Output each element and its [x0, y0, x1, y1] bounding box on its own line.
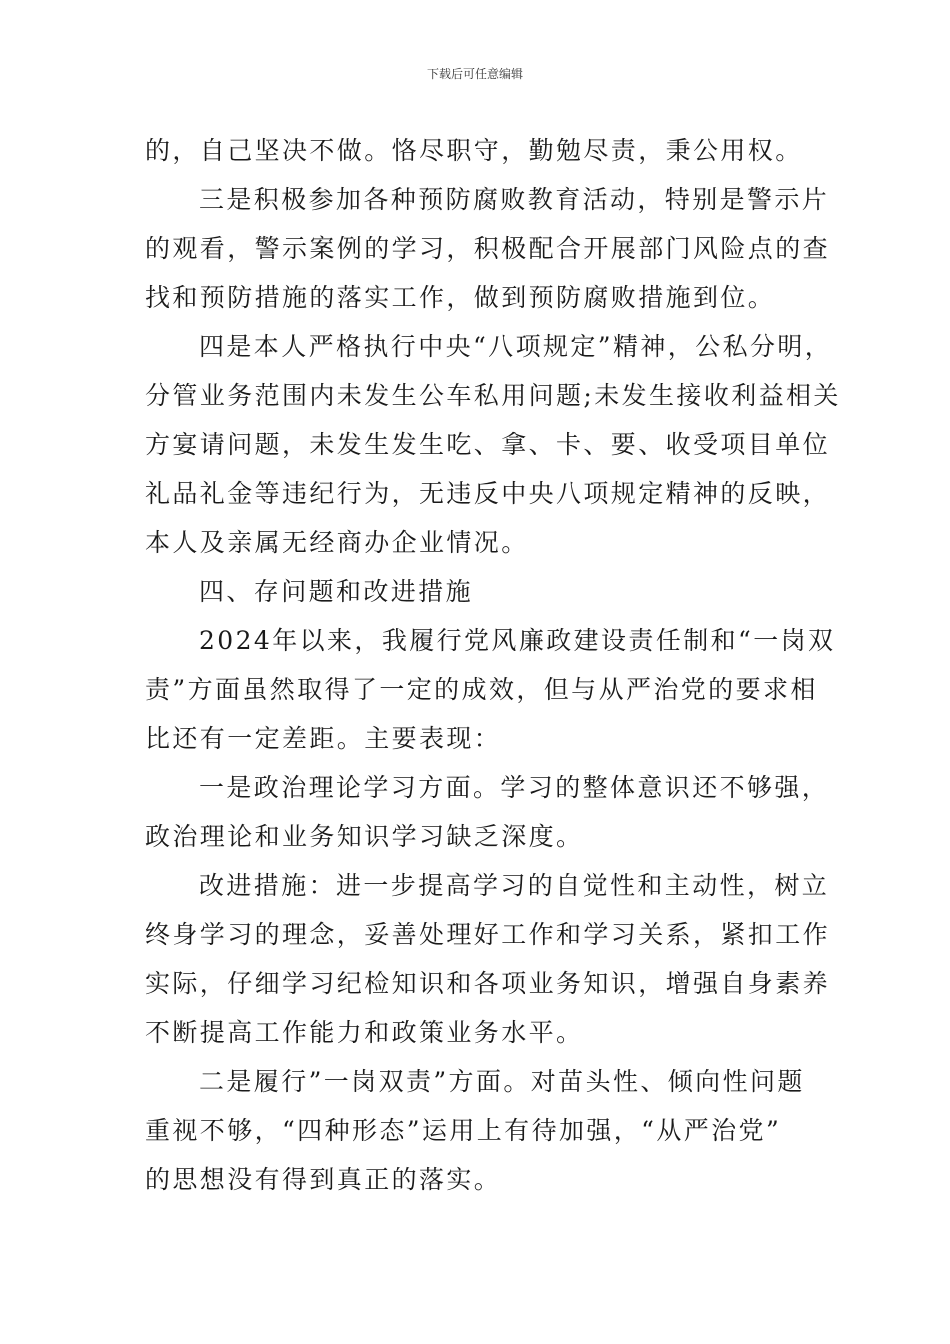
text-line: 责”方面虽然取得了一定的成效，但与从严治党的要求相: [145, 675, 818, 704]
text-line: 2024年以来，我履行党风廉政建设责任制和“一岗双: [199, 626, 836, 655]
text-line: 二是履行”一岗双责”方面。对苗头性、倾向性问题: [199, 1067, 805, 1096]
text-line: 实际，仔细学习纪检知识和各项业务知识，增强自身素养: [145, 969, 831, 998]
section-heading: [145, 567, 825, 616]
text-line: 的观看，警示案例的学习，积极配合开展部门风险点的查: [145, 234, 831, 263]
text-line: 方宴请问题，未发生发生吃、拿、卡、要、收受项目单位: [145, 430, 831, 459]
text-line: 分管业务范围内未发生公车私用问题;未发生接收利益相关: [145, 381, 841, 410]
text-line: 礼品礼金等违纪行为，无违反中央八项规定精神的反映，: [145, 479, 831, 508]
text-line: 的，自己坚决不做。恪尽职守，勤勉尽责，秉公用权。: [145, 136, 803, 165]
paragraph: [145, 126, 825, 175]
paragraph: [145, 175, 831, 322]
document-body: [145, 126, 841, 1204]
text-line: 三是积极参加各种预防腐败教育活动，特别是警示片: [199, 185, 830, 214]
text-line: 终身学习的理念，妥善处理好工作和学习关系，紧扣工作: [145, 920, 831, 949]
text-line: 一是政治理论学习方面。学习的整体意识还不够强，: [199, 773, 830, 802]
text-line: 的思想没有得到真正的落实。: [145, 1165, 502, 1194]
text-line: 不断提高工作能力和政策业务水平。: [145, 1018, 584, 1047]
paragraph: [145, 1057, 825, 1204]
text-line: 四、存问题和改进措施: [199, 577, 474, 606]
text-line: 找和预防措施的落实工作，做到预防腐败措施到位。: [145, 283, 776, 312]
text-line: 四是本人严格执行中央“八项规定”精神，公私分明，: [199, 332, 833, 361]
page-header-note: 下载后可任意编辑: [426, 67, 523, 81]
text-line: 改进措施：进一步提高学习的自觉性和主动性，树立: [199, 871, 830, 900]
text-line: 比还有一定差距。主要表现：: [145, 724, 502, 753]
text-line: 本人及亲属无经商办企业情况。: [145, 528, 529, 557]
paragraph: [145, 322, 841, 567]
paragraph: [145, 861, 831, 1057]
paragraph: [145, 763, 830, 861]
text-line: 重视不够，“四种形态”运用上有待加强，“从严治党”: [145, 1116, 782, 1145]
paragraph: [145, 616, 836, 763]
text-line: 政治理论和业务知识学习缺乏深度。: [145, 822, 584, 851]
